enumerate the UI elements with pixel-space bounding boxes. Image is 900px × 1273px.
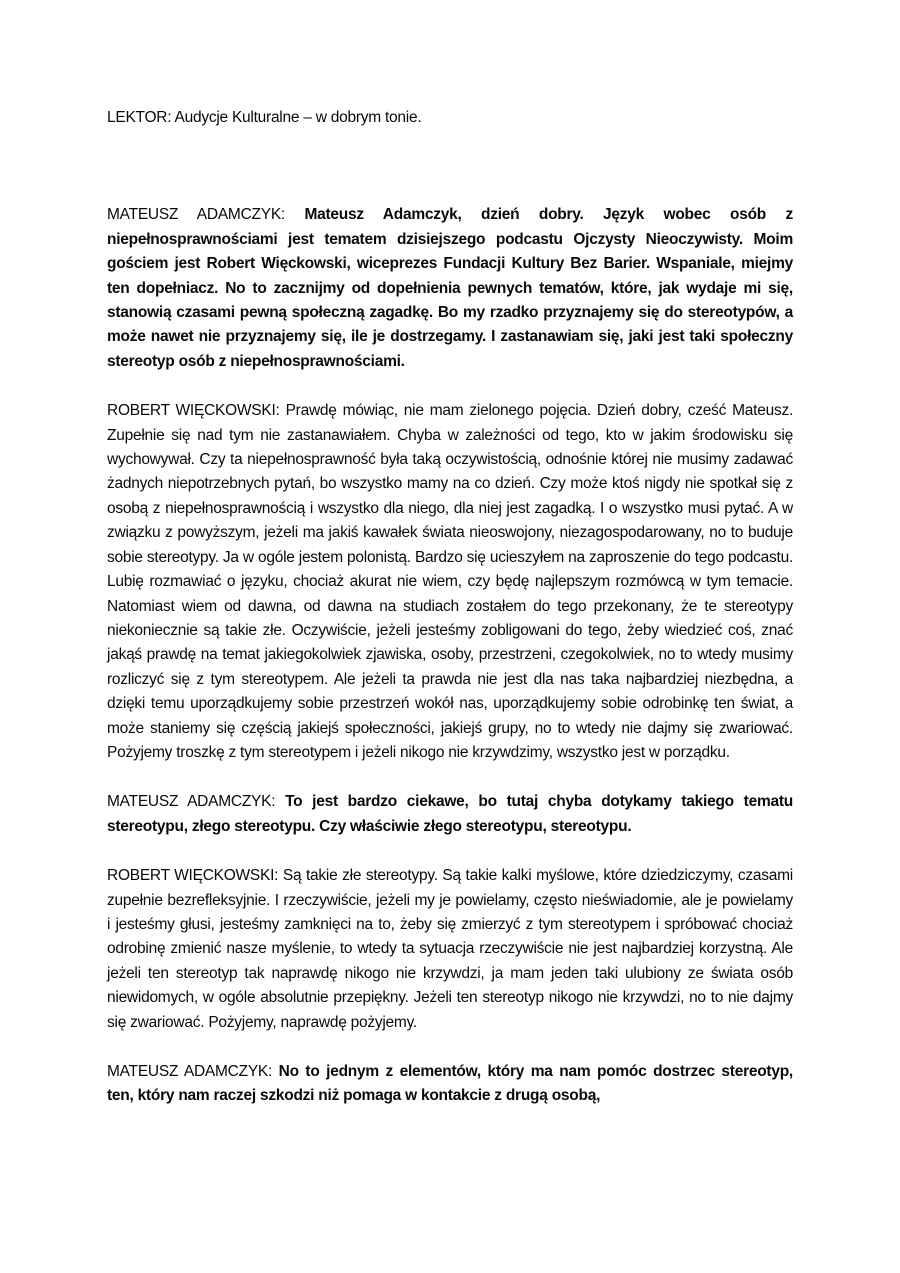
paragraph-robert-2 bbox=[107, 864, 793, 1035]
speech-text: Są takie złe stereotypy. Są takie kalki myślowe, które dziedziczymy, czasami zupełnie bezrefleksyjnie. I rzeczywiście, jeżeli my je powielamy, często nieświadomie, ale je powielamy i jesteśmy głusi, jesteśmy zamknięci na to, żeby się zmierzyć z tym stereotypem i spróbować chociaż odrobinę zmienić nasze myślenie, to wtedy ta sytuacja rzeczywiście nie jest najbardziej korzystną. Ale jeżeli ten stereotyp tak naprawdę nikogo nie krzywdzi, ja mam jeden taki ulubiony ze świata osób niewidomych, w ogóle absolutnie przepiękny. Jeżeli ten stereotyp nikogo nie krzywdzi, no to nie dajmy się zwariować. Pożyjemy, naprawdę pożyjemy. bbox=[107, 867, 793, 1031]
speaker-label: MATEUSZ ADAMCZYK: bbox=[107, 793, 276, 811]
speech-text: Mateusz Adamczyk, dzień dobry. Język wobec osób z niepełnosprawnościami jest tematem dzisiejszego podcastu Ojczysty Nieoczywisty. Moim gościem jest Robert Więckowski, wiceprezes Fundacji Kultury Bez Barier. Wspaniale, miejmy ten dopełniacz. No to zacznijmy od dopełnienia pewnych tematów, które, jak wydaje mi się, stanowią czasami pewną społeczną zagadkę. Bo my rzadko przyznajemy się do stereotypów, a może nawet nie przyznajemy się, ile je dostrzegamy. I zastanawiam się, jaki jest taki społeczny stereotyp osób z niepełnosprawnościami. bbox=[107, 206, 793, 370]
speaker-label: LEKTOR: bbox=[107, 109, 172, 126]
paragraph-lektor bbox=[107, 106, 793, 130]
speech-text: Prawdę mówiąc, nie mam zielonego pojęcia. Dzień dobry, cześć Mateusz. Zupełnie się nad tym nie zastanawiałem. Chyba w zależności od tego, kto w jakim środowisku się wychowywał. Czy ta niepełnosprawność była taką oczywistością, odnośnie której nie musimy zadawać żadnych niepotrzebnych pytań, bo wszystko mamy na co dzień. Czy może ktoś nigdy nie spotkał się z osobą z niepełnosprawnością i wszystko dla niego, dla niej jest zagadką. I o wszystko musi pytać. A w związku z powyższym, jeżeli ma jakiś kawałek świata nieoswojony, niezagospodarowany, no to buduje sobie stereotypy. Ja w ogóle jestem polonistą. Bardzo się ucieszyłem na zaproszenie do tego podcastu. Lubię rozmawiać o języku, chociaż akurat nie wiem, czy będę najlepszym rozmówcą w tym temacie. Natomiast wiem od dawna, od dawna na studiach zostałem do tego przekonany, że te stereotypy niekoniecznie są takie złe. Oczywiście, jeżeli jesteśmy zobligowani do tego, żeby wiedzieć coś, znać jakąś prawdę na temat jakiegokolwiek zjawiska, osoby, przestrzeni, czegokolwiek, no to wtedy musimy rozliczyć się z tym stereotypem. Ale jeżeli ta prawda nie jest dla nas taka najbardziej niezbędna, a dzięki temu uporządkujemy sobie przestrzeń wokół nas, uporządkujemy sobie odrobinkę ten świat, a może staniemy się częścią jakiejś społeczności, jakiejś grupy, no to wtedy nie dajmy się zwariować. Pożyjemy troszkę z tym stereotypem i jeżeli nikogo nie krzywdzimy, wszystko jest w porządku. bbox=[107, 402, 794, 761]
paragraph-mateusz-1 bbox=[107, 203, 793, 374]
speech-text: Audycje Kulturalne – w dobrym tonie. bbox=[174, 109, 422, 126]
paragraph-mateusz-3 bbox=[107, 1060, 793, 1109]
speaker-label: ROBERT WIĘCKOWSKI: bbox=[107, 402, 280, 420]
speech-text: No to jednym z elementów, który ma nam pomóc dostrzec stereotyp, ten, który nam raczej szkodzi niż pomaga w kontakcie z drugą osobą, bbox=[107, 1063, 793, 1105]
speaker-label: ROBERT WIĘCKOWSKI: bbox=[107, 867, 279, 885]
speaker-label: MATEUSZ ADAMCZYK: bbox=[107, 1063, 273, 1080]
paragraph-mateusz-2 bbox=[107, 790, 793, 839]
paragraph-robert-1 bbox=[107, 399, 793, 765]
speech-text: To jest bardzo ciekawe, bo tutaj chyba dotykamy takiego tematu stereotypu, złego stereotypu. Czy właściwie złego stereotypu, stereotypu. bbox=[107, 793, 793, 835]
speaker-label: MATEUSZ ADAMCZYK: bbox=[107, 206, 285, 224]
